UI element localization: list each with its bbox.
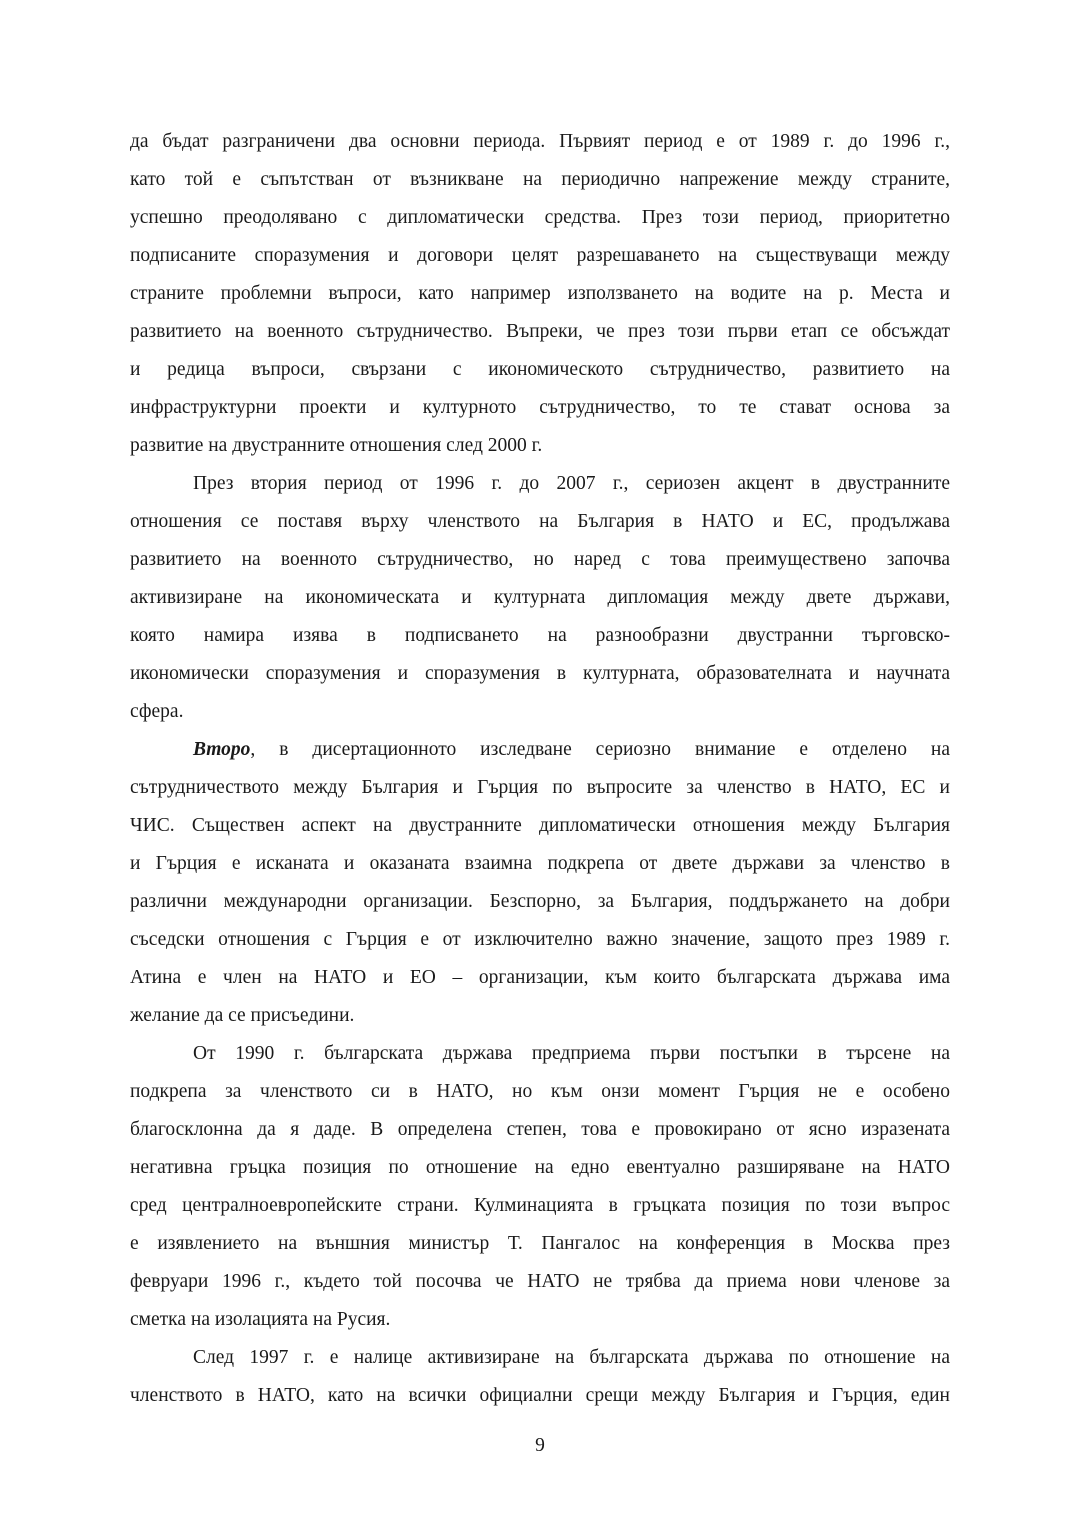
text-line	[193, 738, 950, 762]
text-line: да бъдат разграничени два основни периода. Първият период е от 1989 г. до 1996 г.,	[130, 131, 950, 152]
page-number: 9	[535, 1435, 545, 1456]
text-line: успешно преодолявано с дипломатически средства. През този период, приоритетно	[130, 207, 950, 228]
text-line: страните проблемни въпроси, като например използването на водите на р. Места и	[130, 283, 950, 304]
text-line: членството в НАТО, като на всички официални срещи между България и Гърция, един	[130, 1385, 950, 1406]
text-line: отношения се поставя върху членството на България в НАТО и ЕС, продължава	[130, 511, 950, 532]
emphasis-comma: ,	[250, 739, 256, 760]
text-line: е изявлението на външния министър Т. Пангалос на конференция в Москва през	[130, 1233, 950, 1254]
text-line: като той е съпътстван от възникване на периодично напрежение между страните,	[130, 169, 950, 190]
text-line: От 1990 г. българската държава предприема първи постъпки в търсене на	[193, 1043, 950, 1064]
text-line: сътрудничеството между България и Гърция по въпросите за членство в НАТО, ЕС и	[130, 777, 950, 798]
emphasis-second: Второ	[193, 739, 251, 760]
text-line: подкрепа за членството си в НАТО, но към онзи момент Гърция не е особено	[130, 1081, 950, 1102]
text-line: ЧИС. Съществен аспект на двустранните дипломатически отношения между България	[130, 815, 950, 836]
text-line: През втория период от 1996 г. до 2007 г., сериозен акцент в двустранните	[193, 473, 950, 494]
text-line: Атина е член на НАТО и ЕО – организации, към които българската държава има	[130, 967, 950, 988]
text-line: желание да се присъедини.	[130, 1005, 355, 1026]
text-line: и редица въпроси, свързани с икономическото сътрудничество, развитието на	[130, 359, 950, 380]
text-line: сред централноевропейските страни. Кулминацията в гръцката позиция по този въпрос	[130, 1195, 950, 1216]
text-line: и Гърция е исканата и оказаната взаимна подкрепа от двете държави за членство в	[130, 853, 950, 874]
text-line: която намира изява в подписването на разнообразни двустранни търговско-	[130, 625, 950, 646]
text-line: След 1997 г. е налице активизиране на българската държава по отношение на	[193, 1347, 950, 1368]
text-line: икономически споразумения и споразумения в културната, образователната и научната	[130, 663, 950, 684]
text-line: различни международни организации. Безспорно, за България, поддържането на добри	[130, 891, 950, 912]
text-line: развитието на военното сътрудничество. Въпреки, че през този първи етап се обсъждат	[130, 321, 950, 342]
text-line: инфраструктурни проекти и културното сътрудничество, то те стават основа за	[130, 397, 950, 418]
text-line: развитие на двустранните отношения след 2000 г.	[130, 435, 543, 456]
text-line: февруари 1996 г., където той посочва че НАТО не трябва да приема нови членове за	[130, 1271, 950, 1292]
text-line: сфера.	[130, 701, 184, 722]
text-line: негативна гръцка позиция по отношение на едно евентуално разширяване на НАТО	[130, 1157, 950, 1178]
text-line: сметка на изолацията на Русия.	[130, 1309, 391, 1330]
text-line: благосклонна да я даде. В определена степен, това е провокирано от ясно изразената	[130, 1119, 950, 1140]
text-line-rest: в дисертационното изследване сериозно внимание е отделено на	[279, 739, 950, 760]
text-line: развитието на военното сътрудничество, но наред с това преимуществено започва	[130, 549, 950, 570]
text-line: активизиране на икономическата и културната дипломация между двете държави,	[130, 587, 950, 608]
text-line: подписаните споразумения и договори целят разрешаването на съществуващи между	[130, 245, 950, 266]
text-line: съседски отношения с Гърция е от изключително важно значение, защото през 1989 г.	[130, 929, 950, 950]
